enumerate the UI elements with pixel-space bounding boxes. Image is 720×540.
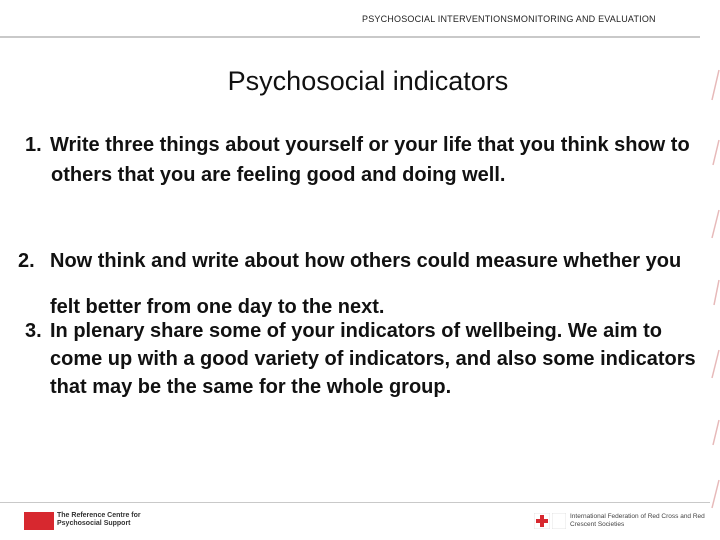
ifrc-logo [534,510,714,532]
slide-title: Psychosocial indicators [227,66,509,96]
ifrc-logo-text: International Federation of Red Cross and Red Crescent Societies [570,513,705,528]
red-cross-icon [534,513,550,529]
reference-centre-logo-text: The Reference Centre for Psychosocial Support [57,512,141,527]
header-label [362,14,656,24]
decorative-edge-marks [708,60,720,520]
list-item-number: 1. [25,134,42,156]
header-divider [0,36,700,38]
list-item [25,317,715,401]
header-label-left: PSYCHOSOCIAL INTERVENTIONS [362,14,514,24]
reference-centre-logo [24,510,154,532]
list-item-text: Write three things about yourself or your life that you think show to others that you are feeling good and doing well. [50,134,690,186]
list-item-text: In plenary share some of your indicators of wellbeing. We aim to come up with a good variety of indicators, and also some indicators that may be the same for the whole group. [50,320,696,398]
list-item-text: Now think and write about how others could measure whether you felt better from one day to the next. [50,250,682,318]
list-item [25,130,715,190]
header-label-right: MONITORING AND EVALUATION [513,14,656,24]
red-crescent-icon [552,513,566,529]
footer-divider [0,502,710,503]
reference-centre-logo-mark [24,512,54,530]
list-item-number: 3. [25,320,42,342]
list-item-number: 2. [18,250,35,272]
